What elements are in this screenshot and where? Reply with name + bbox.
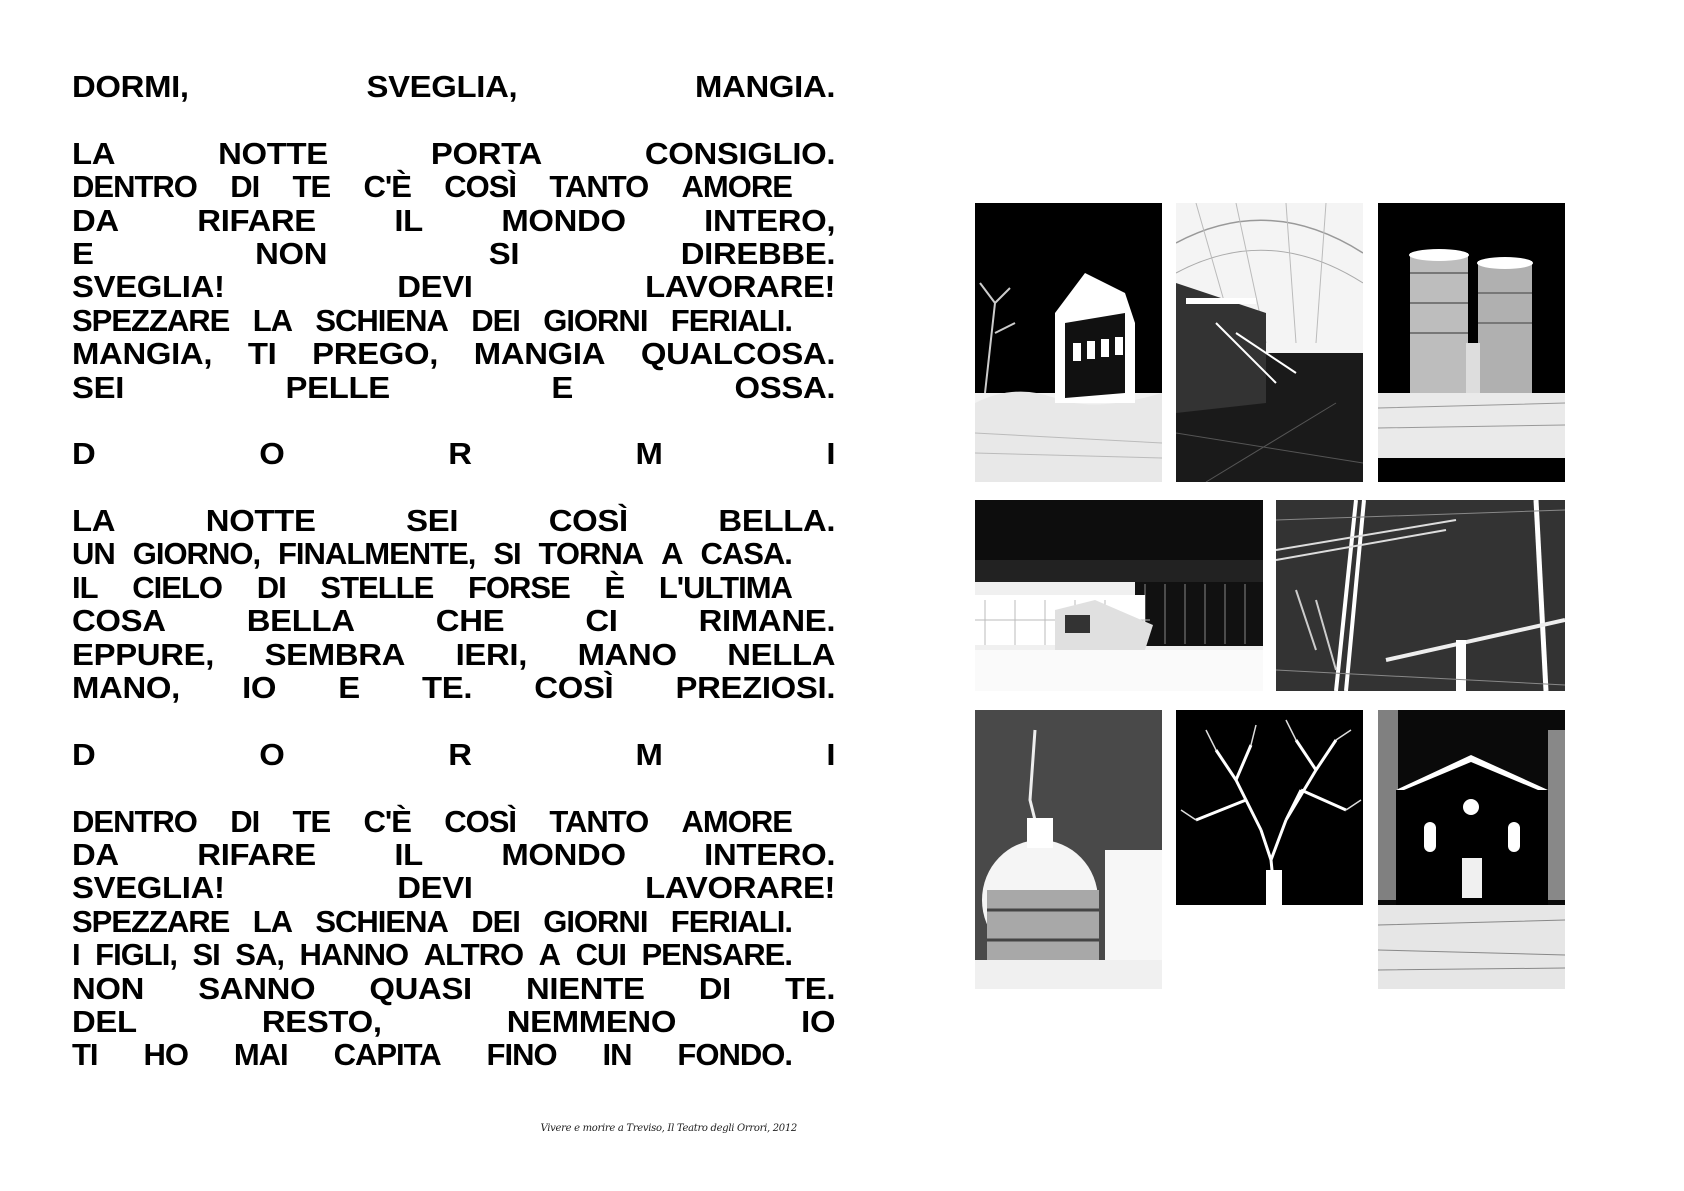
poem-word: DORMI,: [72, 69, 189, 104]
poem-word: CASA.: [700, 536, 792, 572]
poem-line: [72, 70, 835, 103]
poem-word: NOTTE: [218, 135, 328, 171]
poem-line: [72, 972, 835, 1005]
demijohn-photo: [975, 710, 1162, 989]
poem-word: MANGIA.: [695, 69, 836, 104]
chapel-photo: [1378, 710, 1565, 989]
poem-word: LA: [72, 135, 116, 171]
poem-word: DIREBBE.: [680, 235, 836, 271]
poem-word: CIELO: [132, 569, 222, 605]
poem-word: D: [72, 736, 96, 772]
poem-word: INTERO.: [704, 836, 836, 872]
poem-word: COSÌ: [444, 169, 516, 205]
poem-word: NIENTE: [525, 970, 645, 1006]
poem-word: L'ULTIMA: [658, 569, 792, 605]
poem-word: EPPURE,: [72, 636, 215, 672]
stanza-gap: [72, 103, 792, 136]
poem-word: NEMMENO: [506, 1003, 677, 1039]
poem-word: IO: [801, 1003, 836, 1039]
poem-word: O: [259, 736, 285, 772]
greenhouse-interior-photo: [1176, 203, 1363, 482]
poem-word: FONDO.: [677, 1037, 792, 1073]
poem-word: MAI: [233, 1037, 288, 1073]
stanza-gap: [72, 404, 792, 437]
poem-word: CI: [585, 603, 618, 639]
poem-word: FERIALI.: [670, 903, 792, 939]
poem-word: ALTRO: [423, 937, 524, 973]
poem-word: E: [338, 670, 360, 706]
poem-word: MONDO: [501, 202, 626, 238]
industrial-building-photo: [975, 500, 1263, 691]
poem-word: È: [604, 569, 625, 605]
poem-word: R: [448, 736, 472, 772]
poem-word: I: [72, 937, 80, 973]
poem-word: DI: [698, 970, 731, 1006]
poem-word: CAPITA: [333, 1037, 441, 1073]
stanza-gap: [72, 471, 792, 504]
poem-word: TE: [292, 169, 331, 205]
poem-word: SPEZZARE: [72, 903, 230, 939]
poem-word: IL: [394, 836, 423, 872]
poem-word: HANNO: [299, 937, 409, 973]
poem-word: TI: [247, 336, 277, 372]
poem-word: DEVI: [397, 870, 473, 906]
poem-word: LA: [252, 302, 293, 338]
poem-word: NOTTE: [205, 503, 316, 539]
poem-word: E: [72, 235, 94, 271]
poem-word: O: [259, 436, 285, 472]
poem-line: [72, 437, 835, 470]
poem-word: PREGO,: [312, 336, 439, 372]
poem-word: AMORE: [681, 169, 792, 205]
poem-line: [72, 1005, 835, 1038]
poem-line: [72, 304, 792, 337]
poem-line: [72, 371, 835, 404]
poem-word: MANO: [577, 636, 677, 672]
poem-word: SI: [493, 536, 521, 572]
poem-word: CONSIGLIO.: [644, 135, 836, 171]
poem-word: FERIALI.: [670, 302, 792, 338]
poem-word: SA,: [235, 937, 284, 973]
poem-word: SI: [192, 937, 220, 973]
poem-word: IL: [72, 569, 98, 605]
poem-word: NON: [255, 235, 328, 271]
poem-word: MANO,: [72, 670, 180, 706]
poem-word: FINO: [486, 1037, 557, 1073]
poem-word: HO: [143, 1037, 188, 1073]
poem-word: LAVORARE!: [645, 870, 836, 906]
poem-word: DI: [230, 803, 260, 839]
poem-word: COSÌ: [444, 803, 516, 839]
poem-word: BELLA.: [718, 503, 836, 539]
poem-word: AMORE: [681, 803, 792, 839]
poem-word: PELLE: [285, 369, 390, 405]
poem-word: MONDO: [501, 836, 626, 872]
poem-word: TE.: [785, 970, 836, 1006]
poem-line: [72, 838, 835, 871]
poem-word: M: [635, 736, 663, 772]
poem-word: PENSARE.: [641, 937, 792, 973]
poem-word: DI: [230, 169, 260, 205]
poem-word: SCHIENA: [315, 903, 448, 939]
poem-word: C'È: [363, 803, 411, 839]
poem-line: [72, 905, 792, 938]
poem-word: MANGIA,: [72, 336, 213, 372]
poem-line: [72, 671, 835, 704]
poem-line: [72, 805, 792, 838]
poem-word: SCHIENA: [315, 302, 448, 338]
poem-word: QUASI: [369, 970, 472, 1006]
poem-word: DEL: [72, 1003, 137, 1039]
poem-line: [72, 537, 792, 570]
poem-line: [72, 270, 835, 303]
twin-silos-photo: [1378, 203, 1565, 482]
poem-line: [72, 237, 835, 270]
poem-word: FIGLI,: [95, 937, 177, 973]
poem-word: STELLE: [320, 569, 434, 605]
stanza-gap: [72, 704, 792, 737]
poem-line: [72, 204, 835, 237]
poem-word: DI: [256, 569, 286, 605]
poem-word: FINALMENTE,: [278, 536, 476, 572]
ruined-house-photo: [975, 203, 1162, 482]
poem-word: MANGIA: [473, 336, 606, 372]
poem-word: COSÌ: [534, 670, 614, 706]
poem-word: DEI: [471, 302, 520, 338]
poem-word: C'È: [363, 169, 411, 205]
poem-line: [72, 571, 792, 604]
poem-line: [72, 871, 835, 904]
poem-word: QUALCOSA.: [640, 336, 836, 372]
poem-word: D: [72, 436, 96, 472]
poem-word: IL: [394, 202, 423, 238]
poem-word: LA: [252, 903, 293, 939]
poem-word: NON: [72, 970, 145, 1006]
poem-word: PREZIOSI.: [675, 670, 836, 706]
poem-word: SEI: [72, 369, 125, 405]
poem-word: LAVORARE!: [645, 269, 836, 305]
poem-word: E: [551, 369, 573, 405]
poem-line: [72, 1038, 792, 1071]
poem-word: DEI: [471, 903, 520, 939]
poem-line: [72, 938, 792, 971]
poem-word: INTERO,: [704, 202, 836, 238]
poem-word: IERI,: [455, 636, 528, 672]
poem-line: [72, 337, 835, 370]
poem-word: R: [448, 436, 472, 472]
poem-word: DENTRO: [72, 803, 197, 839]
poem-word: IN: [602, 1037, 632, 1073]
poem-word: TI: [72, 1037, 98, 1073]
poem-line: [72, 504, 835, 537]
poem-word: UN: [72, 536, 115, 572]
poem-word: RESTO,: [261, 1003, 382, 1039]
poem-line: [72, 137, 835, 170]
poem-word: BELLA: [246, 603, 355, 639]
poem-word: RIMANE.: [698, 603, 836, 639]
poem-word: FORSE: [467, 569, 570, 605]
poem-word: SVEGLIA!: [72, 870, 225, 906]
poem-word: DA: [72, 836, 119, 872]
poem-word: NELLA: [727, 636, 836, 672]
poem-word: SPEZZARE: [72, 302, 230, 338]
poem-word: GIORNO,: [132, 536, 261, 572]
poem-word: DA: [72, 202, 119, 238]
poem-word: A: [538, 937, 561, 973]
poem-word: SVEGLIA,: [366, 69, 518, 104]
poem-word: SI: [488, 235, 520, 271]
poem-word: RIFARE: [197, 836, 316, 872]
stanza-gap: [72, 771, 792, 804]
poem-word: TORNA: [538, 536, 644, 572]
song-caption: Vivere e morire a Treviso, Il Teatro degli Orrori, 2012: [540, 1123, 797, 1134]
poem-word: LA: [72, 503, 116, 539]
poem-word: DENTRO: [72, 169, 197, 205]
poem-word: COSÌ: [548, 503, 628, 539]
poem-word: M: [635, 436, 663, 472]
poem-word: TE.: [421, 670, 473, 706]
poem-word: A: [661, 536, 683, 572]
poem-word: I: [826, 436, 836, 472]
poem-line: [72, 738, 835, 771]
construction-cranes-photo: [1276, 500, 1565, 691]
poem-word: I: [826, 736, 836, 772]
poem-word: RIFARE: [197, 202, 316, 238]
poem-word: CUI: [575, 937, 626, 973]
poem-word: GIORNI: [543, 903, 648, 939]
poem-word: SEMBRA: [264, 636, 406, 672]
poem-word: OSSA.: [734, 369, 836, 405]
poem-word: COSA: [72, 603, 166, 639]
poem-word: DEVI: [397, 269, 473, 305]
poem-word: GIORNI: [543, 302, 648, 338]
poem-line: [72, 638, 835, 671]
poem-word: CHE: [435, 603, 505, 639]
poem-word: SVEGLIA!: [72, 269, 225, 305]
poem-word: SEI: [406, 503, 459, 539]
poem-word: TE: [292, 803, 331, 839]
poem-line: [72, 170, 792, 203]
poem-text: [72, 69, 836, 1073]
poem-word: PORTA: [430, 135, 542, 171]
poem-word: TANTO: [549, 169, 649, 205]
poem-word: IO: [242, 670, 277, 706]
poem-word: SANNO: [198, 970, 316, 1006]
bare-tree-photo: [1176, 710, 1363, 989]
poem-word: TANTO: [549, 803, 649, 839]
poem-line: [72, 604, 835, 637]
